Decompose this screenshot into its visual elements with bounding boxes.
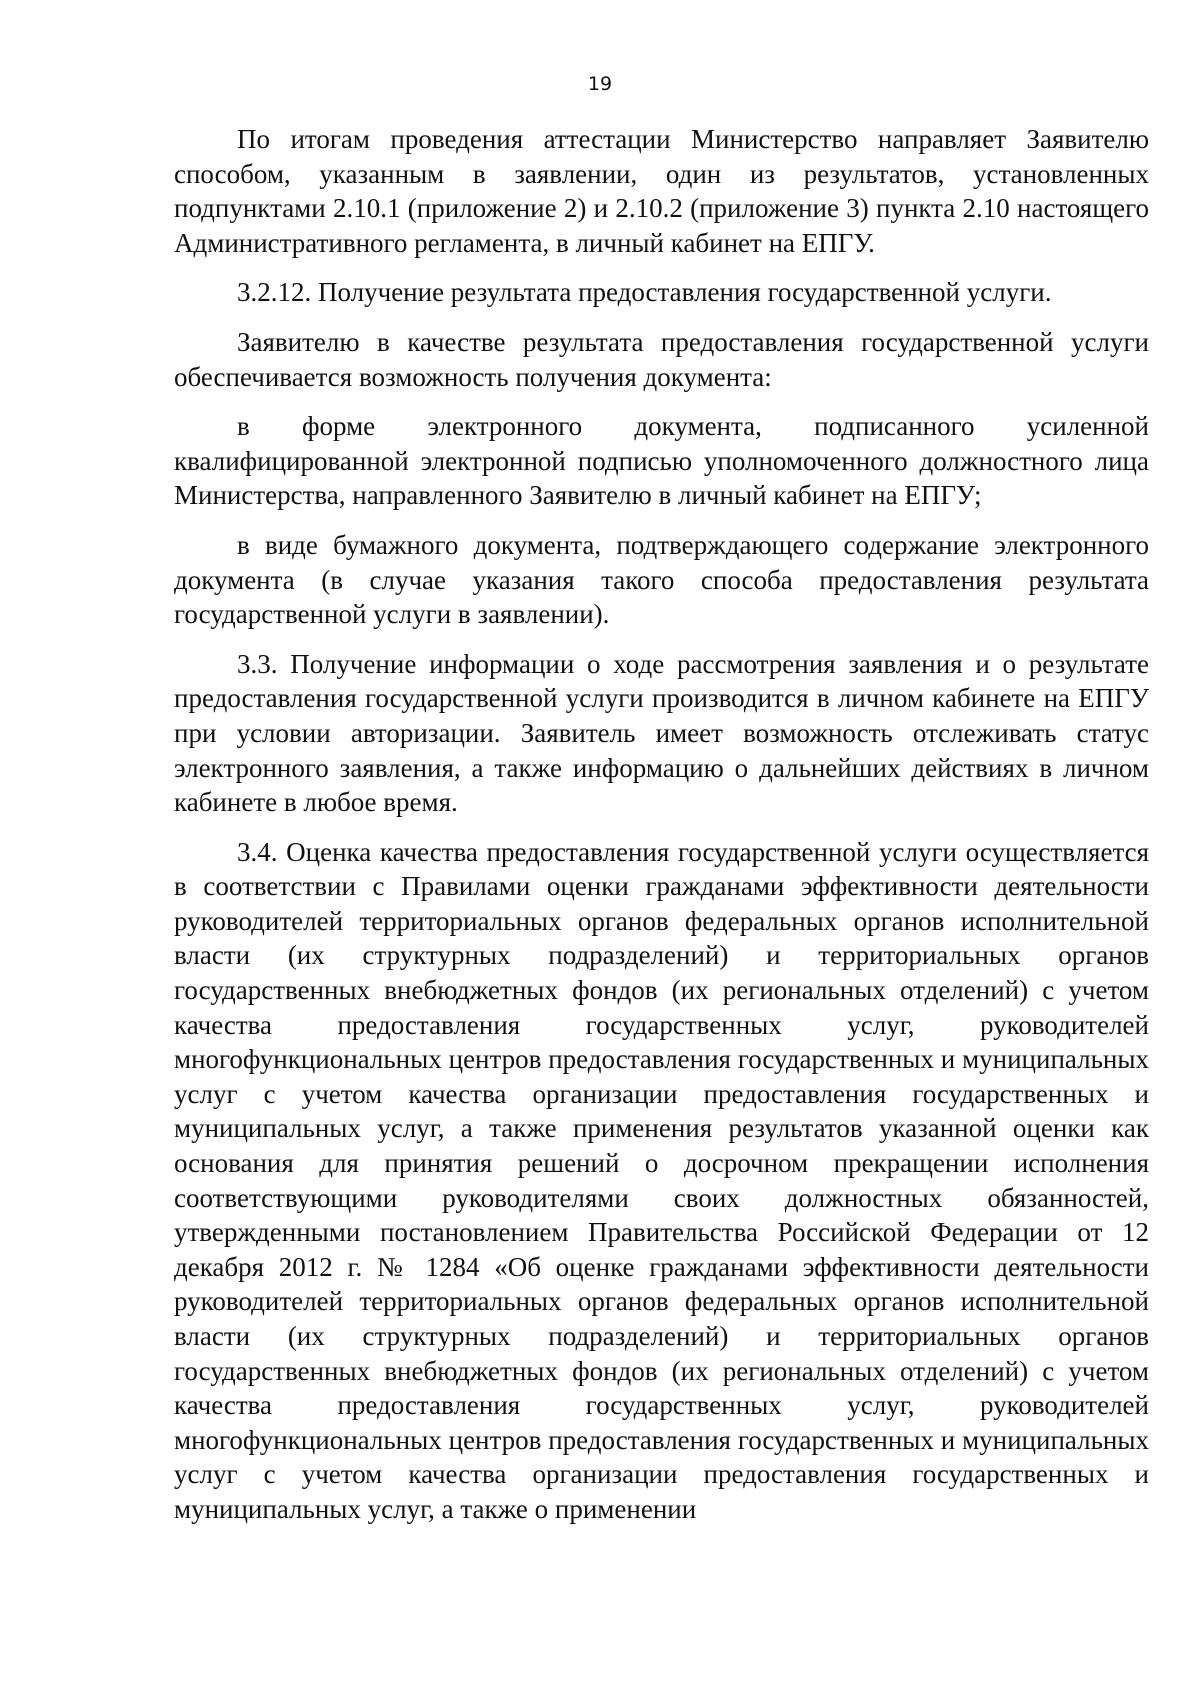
- paragraph-3-2-12-heading: 3.2.12. Получение результата предоставления государственной услуги.: [237, 277, 1052, 308]
- paragraph-3-3-status-info: 3.3. Получение информации о ходе рассмотрения заявления и о результате предоставления государственной услуги производится в личном кабинете на ЕПГУ при условии авторизации. Заявитель имеет возможность отслеживать статус электронного заявления, а также информацию о дальнейших действиях в личном кабинете в любое время.: [174, 648, 1149, 818]
- paragraph-result-document: Заявителю в качестве результата предоставления государственной услуги обеспечивается возможность получения документа:: [174, 326, 1149, 392]
- paragraph-electronic-form: в форме электронного документа, подписанного усиленной квалифицированной электронной подписью уполномоченного должностного лица Министерства, направленного Заявителю в личный кабинет на ЕПГУ;: [174, 411, 1149, 511]
- paragraph-3-4-quality-evaluation: 3.4. Оценка качества предоставления государственной услуги осуществляется в соответствии с Правилами оценки гражданами эффективности деятельности руководителей территориальных органов федеральных органов исполнительной власти (их структурных подразделений) и территориальных органов государственных внебюджетных фондов (их региональных отделений) с учетом качества предоставления государственных услуг, руководителей многофункциональных центров предоставления государственных и муниципальных услуг с учетом качества организации предоставления государственных и муниципальных услуг, а также применения результатов указанной оценки как основания для принятия решений о досрочном прекращении исполнения соответствующими руководителями своих должностных обязанностей, утвержденными постановлением Правительства Российской Федерации от 12 декабря 2012 г. № 1284 «Об оценке гражданами эффективности деятельности руководителей территориальных органов федеральных органов исполнительной власти (их структурных подразделений) и территориальных органов государственных внебюджетных фондов (их региональных отделений) с учетом качества предоставления государственных услуг, руководителей многофункциональных центров предоставления государственных и муниципальных услуг с учетом качества организации предоставления государственных и муниципальных услуг, а также о применении: [174, 836, 1149, 1524]
- page-number: 19: [587, 73, 613, 95]
- document-body: [174, 122, 1149, 1527]
- paragraph-attestation-result: По итогам проведения аттестации Министерство направляет Заявителю способом, указанным в заявлении, один из результатов, установленных подпунктами 2.10.1 (приложение 2) и 2.10.2 (приложение 3) пункта 2.10 настоящего Административного регламента, в личный кабинет на ЕПГУ.: [174, 124, 1149, 258]
- paragraph-paper-form: в виде бумажного документа, подтверждающего содержание электронного документа (в случае указания такого способа предоставления результата государственной услуги в заявлении).: [174, 529, 1149, 630]
